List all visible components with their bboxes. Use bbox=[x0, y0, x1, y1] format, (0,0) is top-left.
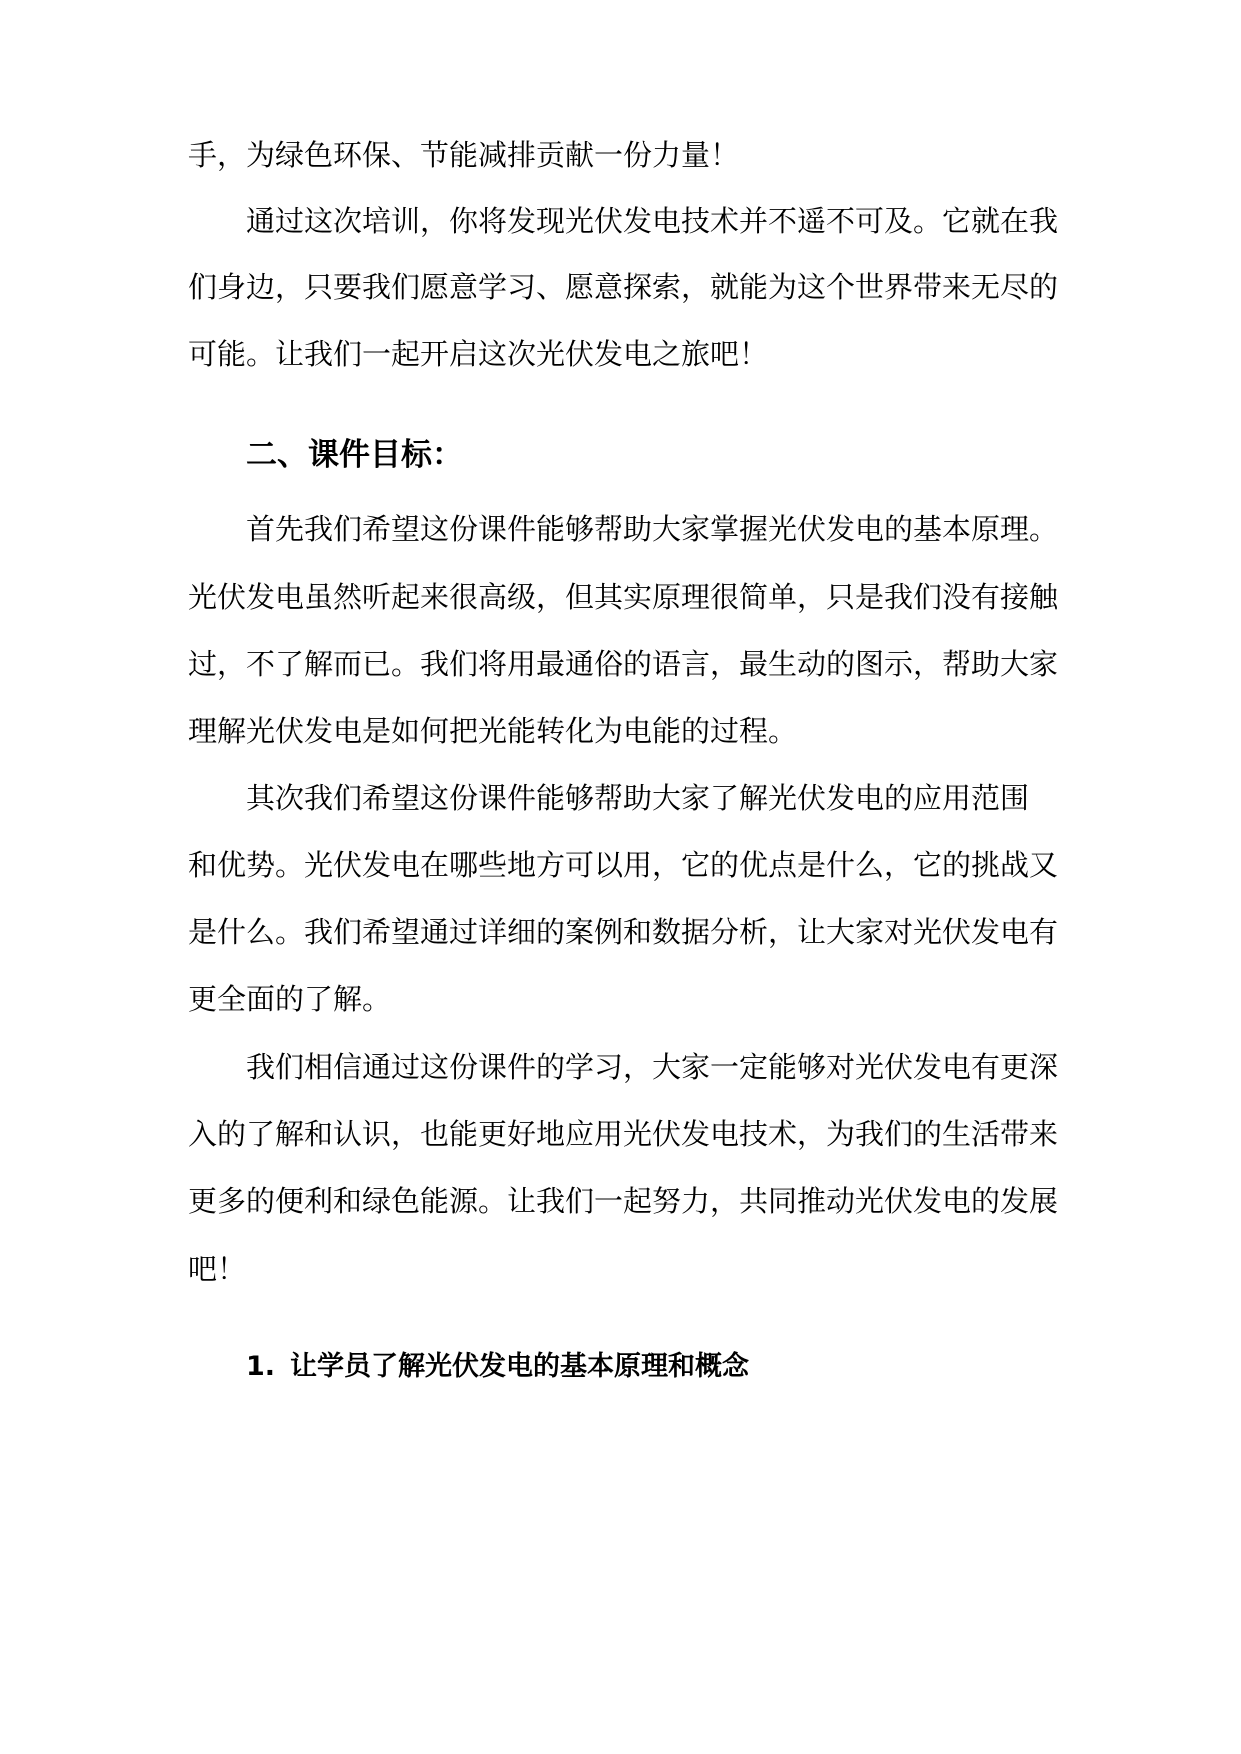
paragraph-line: 光伏发电虽然听起来很高级，但其实原理很简单，只是我们没有接触 bbox=[188, 580, 1059, 614]
paragraph-line: 通过这次培训，你将发现光伏发电技术并不遥不可及。它就在我 bbox=[246, 204, 1059, 238]
paragraph-line: 入的了解和认识，也能更好地应用光伏发电技术，为我们的生活带来 bbox=[188, 1117, 1059, 1151]
paragraph-line: 更多的便利和绿色能源。让我们一起努力，共同推动光伏发电的发展 bbox=[188, 1184, 1059, 1218]
objective-text: 让学员了解光伏发电的基本原理和概念 bbox=[290, 1351, 749, 1382]
paragraph-line: 我们相信通过这份课件的学习，大家一定能够对光伏发电有更深 bbox=[246, 1050, 1059, 1084]
paragraph-line: 更全面的了解。 bbox=[188, 982, 392, 1016]
paragraph-line: 吧！ bbox=[188, 1252, 247, 1286]
section-heading: 二、课件目标： bbox=[246, 437, 463, 473]
paragraph-line: 们身边，只要我们愿意学习、愿意探索，就能为这个世界带来无尽的 bbox=[188, 270, 1059, 304]
paragraph-line: 和优势。光伏发电在哪些地方可以用，它的优点是什么，它的挑战又 bbox=[188, 848, 1059, 882]
paragraph-line: 其次我们希望这份课件能够帮助大家了解光伏发电的应用范围 bbox=[246, 781, 1030, 815]
objective-item bbox=[246, 1348, 749, 1386]
paragraph-line: 首先我们希望这份课件能够帮助大家掌握光伏发电的基本原理。 bbox=[246, 512, 1059, 546]
paragraph-line: 过，不了解而已。我们将用最通俗的语言，最生动的图示，帮助大家 bbox=[188, 647, 1059, 681]
paragraph-line: 可能。让我们一起开启这次光伏发电之旅吧！ bbox=[188, 337, 769, 371]
paragraph-line: 手，为绿色环保、节能减排贡献一份力量！ bbox=[188, 138, 740, 172]
paragraph-line: 是什么。我们希望通过详细的案例和数据分析，让大家对光伏发电有 bbox=[188, 915, 1059, 949]
paragraph-line: 理解光伏发电是如何把光能转化为电能的过程。 bbox=[188, 714, 798, 748]
objective-number: 1. bbox=[246, 1351, 276, 1382]
